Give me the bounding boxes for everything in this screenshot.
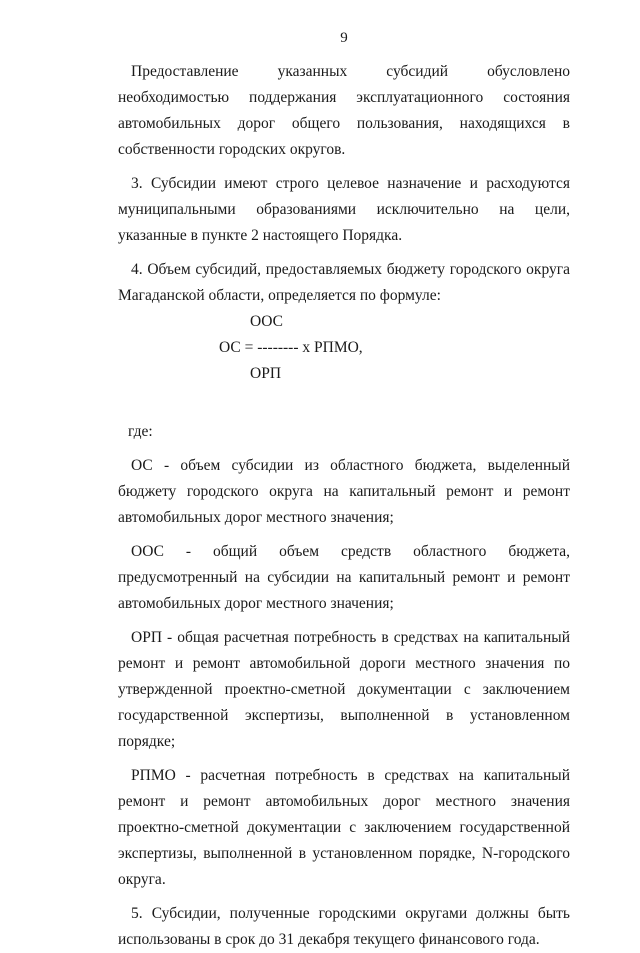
paragraph-5: 5. Субсидии, полученные городскими округами должны быть использованы в срок до 31 декабря текущего финансового года. (118, 905, 570, 948)
where-label: где: (128, 423, 153, 440)
definition-oc: ОС - объем субсидии из областного бюджета, выделенный бюджету городского округа на капитальный ремонт и ремонт автомобильных дорог местного значения; (118, 457, 570, 526)
definition-ooc-first-line: ООС - общий объем средств областного бюджета, (131, 543, 570, 560)
paragraph-3: 3. Субсидии имеют строго целевое назначение и расходуются муниципальными образованиями исключительно на цели, указанные в пункте 2 настоящего Порядка. (118, 175, 570, 244)
formula-numerator: ООС (250, 313, 283, 330)
paragraph-purpose: Предоставление указанных субсидий обусловлено необходимостью поддержания эксплуатационного состояния автомобильных дорог общего пользования, находящихся в собственности городских округов. (118, 63, 570, 158)
page-number: 9 (340, 30, 348, 46)
definition-orp: ОРП - общая расчетная потребность в средствах на капитальный ремонт и ремонт автомобильной дороги местного значения по утвержденной проектно-сметной документации с заключением государственной экспертизы, выполненной в установленном порядке; (118, 629, 570, 750)
definition-rpmo: РПМО - расчетная потребность в средствах на капитальный ремонт и ремонт автомобильных дорог местного значения проектно-сметной документации с заключением государственной экспертизы, выполненной в установленном порядке, N-городского округа. (118, 767, 570, 888)
formula-denominator: ОРП (250, 365, 282, 382)
formula (118, 313, 570, 401)
paragraph-4: 4. Объем субсидий, предоставляемых бюджету городского округа Магаданской области, определяется по формуле: (118, 261, 570, 304)
formula-equation: ОС = -------- х РПМО, (219, 339, 363, 356)
definition-ooc-rest: предусмотренный на субсидии на капитальный ремонт и ремонт автомобильных дорог местного значения; (118, 569, 570, 612)
definition-ooc (118, 539, 570, 617)
